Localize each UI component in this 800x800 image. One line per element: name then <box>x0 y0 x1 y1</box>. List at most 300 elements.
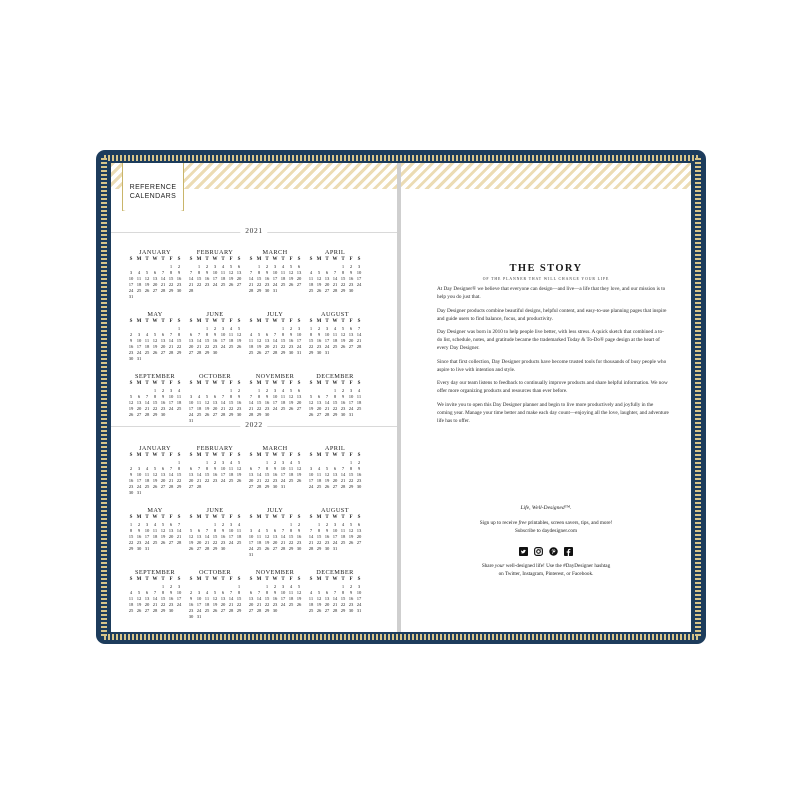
day-cell: 21 <box>160 282 166 287</box>
day-cell: 17 <box>144 534 150 539</box>
day-cell: 4 <box>177 388 181 393</box>
day-cell: 3 <box>281 460 285 465</box>
day-cell: 25 <box>340 540 346 545</box>
day-cell: 15 <box>236 596 242 601</box>
day-cell: 13 <box>236 270 242 275</box>
day-cell: 29 <box>204 350 210 355</box>
day-cell: 30 <box>348 608 354 613</box>
weekday-letter: S <box>237 577 241 582</box>
day-cell <box>227 546 235 552</box>
week-row <box>247 484 303 490</box>
day-cell: 10 <box>176 590 182 595</box>
day-cell: 17 <box>356 596 362 601</box>
facebook-icon[interactable] <box>564 547 573 556</box>
day-cell: 26 <box>152 484 158 489</box>
day-cell: 28 <box>272 350 278 355</box>
day-cell: 13 <box>316 400 322 405</box>
month-name: JULY <box>266 507 284 514</box>
day-cell: 11 <box>280 394 286 399</box>
weekday-letter: T <box>221 453 225 458</box>
day-cell: 15 <box>152 400 158 405</box>
day-cell: 22 <box>256 406 262 411</box>
day-cell: 28 <box>196 484 202 489</box>
day-cell: 26 <box>160 540 166 545</box>
day-cell: 5 <box>189 528 193 533</box>
day-cell: 11 <box>288 590 294 595</box>
day-cell: 4 <box>281 264 285 269</box>
day-cell: 18 <box>136 282 142 287</box>
day-cell: 14 <box>168 472 174 477</box>
day-cell: 29 <box>168 288 174 293</box>
day-cell: 15 <box>204 338 210 343</box>
day-cell: 26 <box>128 412 134 417</box>
day-cell: 20 <box>160 344 166 349</box>
day-cell <box>159 356 167 362</box>
weekday-header <box>187 257 243 263</box>
day-cell: 22 <box>340 282 346 287</box>
weekday-letter: W <box>272 257 278 262</box>
day-cell: 11 <box>308 276 314 281</box>
day-cell: 21 <box>280 540 286 545</box>
day-cell: 24 <box>220 478 226 483</box>
weekday-letter: T <box>161 257 165 262</box>
weekday-letter: F <box>349 577 353 582</box>
day-cell: 16 <box>220 534 226 539</box>
weekday-letter: S <box>309 257 313 262</box>
month-august <box>307 310 363 372</box>
story-paragraph: At Day Designer® we believe that everyone can design—and live—a life that they love, and our mission is to help you do just that. <box>437 286 666 300</box>
weekday-letter: F <box>229 577 233 582</box>
day-cell: 1 <box>153 388 157 393</box>
day-cell: 27 <box>236 282 242 287</box>
day-cell: 20 <box>160 478 166 483</box>
day-cell: 13 <box>248 596 254 601</box>
day-cell: 25 <box>256 546 262 551</box>
week-row <box>127 294 183 300</box>
day-cell <box>219 614 227 620</box>
weekday-letter: T <box>325 381 329 386</box>
day-cell: 19 <box>228 276 234 281</box>
weekday-letter: W <box>152 577 158 582</box>
day-cell: 4 <box>129 590 133 595</box>
day-cell: 30 <box>272 608 278 613</box>
day-cell: 15 <box>316 534 322 539</box>
day-cell: 23 <box>160 406 166 411</box>
day-cell <box>159 490 167 496</box>
day-cell: 23 <box>128 350 134 355</box>
day-cell: 4 <box>145 466 149 471</box>
day-cell: 20 <box>236 276 242 281</box>
day-cell <box>339 350 347 356</box>
day-cell <box>235 288 243 294</box>
day-cell <box>135 294 143 300</box>
day-cell: 16 <box>128 478 134 483</box>
weekday-letter: F <box>349 319 353 324</box>
week-row <box>247 552 303 558</box>
weekday-letter: T <box>281 319 285 324</box>
day-cell: 13 <box>152 276 158 281</box>
day-cell: 18 <box>308 282 314 287</box>
day-cell: 23 <box>348 602 354 607</box>
day-cell: 8 <box>309 332 313 337</box>
day-cell: 8 <box>265 466 269 471</box>
day-cell <box>203 614 211 620</box>
day-cell: 7 <box>333 270 337 275</box>
weekday-letter: W <box>332 577 338 582</box>
day-cell: 13 <box>356 528 362 533</box>
day-cell: 5 <box>229 264 233 269</box>
day-cell: 24 <box>228 540 234 545</box>
day-cell: 15 <box>308 338 314 343</box>
month-january <box>127 444 183 506</box>
weekday-letter: S <box>297 381 301 386</box>
day-cell: 1 <box>161 584 165 589</box>
day-cell: 29 <box>308 350 314 355</box>
weekday-letter: S <box>309 515 313 520</box>
day-cell: 1 <box>349 460 353 465</box>
day-cell: 10 <box>280 590 286 595</box>
day-cell: 17 <box>296 338 302 343</box>
day-cell: 8 <box>177 466 181 471</box>
day-cell: 16 <box>340 400 346 405</box>
weekday-letter: M <box>196 515 202 520</box>
day-cell: 12 <box>316 276 322 281</box>
day-cell: 4 <box>289 584 293 589</box>
weekday-header <box>247 319 303 325</box>
day-cell: 20 <box>188 478 194 483</box>
day-cell: 4 <box>137 270 141 275</box>
month-january <box>127 248 183 310</box>
day-cell: 10 <box>228 528 234 533</box>
day-cell: 29 <box>152 412 158 417</box>
day-cell: 27 <box>188 350 194 355</box>
day-cell: 25 <box>220 282 226 287</box>
month-name: OCTOBER <box>198 569 232 576</box>
day-cell: 23 <box>264 406 270 411</box>
day-cell: 18 <box>228 472 234 477</box>
weekday-letter: T <box>221 381 225 386</box>
day-cell: 19 <box>144 282 150 287</box>
day-cell: 28 <box>340 484 346 489</box>
day-cell: 25 <box>280 282 286 287</box>
day-cell: 5 <box>145 270 149 275</box>
day-cell: 2 <box>205 264 209 269</box>
day-cell: 25 <box>152 540 158 545</box>
story-subtitle: OF THE PLANNER THAT WILL CHANGE YOUR LIFE <box>482 277 610 281</box>
day-cell: 16 <box>204 276 210 281</box>
day-cell: 27 <box>168 540 174 545</box>
day-cell: 28 <box>256 484 262 489</box>
week-row <box>187 350 243 356</box>
month-name: OCTOBER <box>198 373 232 380</box>
day-cell: 21 <box>356 338 362 343</box>
day-cell: 25 <box>204 608 210 613</box>
day-cell: 6 <box>221 590 225 595</box>
day-cell: 5 <box>137 590 141 595</box>
day-cell: 23 <box>188 608 194 613</box>
day-cell: 30 <box>288 350 294 355</box>
weekday-letter: S <box>189 453 193 458</box>
day-cell: 24 <box>356 282 362 287</box>
day-cell: 8 <box>153 394 157 399</box>
day-cell: 5 <box>325 466 329 471</box>
day-cell: 17 <box>272 276 278 281</box>
weekday-letter: T <box>281 257 285 262</box>
day-cell: 21 <box>332 282 338 287</box>
weekday-header <box>247 257 303 263</box>
day-cell: 21 <box>196 344 202 349</box>
day-cell: 14 <box>332 276 338 281</box>
day-cell: 8 <box>289 528 293 533</box>
day-cell: 14 <box>204 534 210 539</box>
day-cell: 23 <box>236 406 242 411</box>
day-cell: 18 <box>256 540 262 545</box>
day-cell: 19 <box>308 406 314 411</box>
day-cell: 21 <box>332 602 338 607</box>
weekday-letter: W <box>272 515 278 520</box>
day-cell: 2 <box>265 264 269 269</box>
instagram-icon[interactable] <box>534 547 543 556</box>
day-cell: 9 <box>265 270 269 275</box>
day-cell: 19 <box>256 344 262 349</box>
day-cell: 1 <box>289 522 293 527</box>
weekday-header <box>127 319 183 325</box>
right-page <box>401 163 691 632</box>
day-cell: 12 <box>316 596 322 601</box>
weekday-letter: T <box>161 319 165 324</box>
day-cell: 22 <box>280 344 286 349</box>
day-cell: 10 <box>220 466 226 471</box>
day-cell <box>279 608 287 614</box>
day-cell: 21 <box>168 344 174 349</box>
day-cell: 14 <box>196 338 202 343</box>
day-cell <box>175 546 183 552</box>
twitter-icon[interactable] <box>519 547 528 556</box>
day-cell: 26 <box>348 540 354 545</box>
day-cell: 28 <box>228 608 234 613</box>
day-cell: 18 <box>356 400 362 405</box>
day-cell: 15 <box>168 276 174 281</box>
weekday-letter: W <box>212 257 218 262</box>
day-cell: 26 <box>296 602 302 607</box>
day-cell: 22 <box>228 406 234 411</box>
day-cell: 9 <box>349 590 353 595</box>
day-cell <box>151 490 159 496</box>
day-cell: 19 <box>296 472 302 477</box>
day-cell: 30 <box>296 546 302 551</box>
cover-trim-right <box>695 158 701 636</box>
day-cell: 24 <box>356 602 362 607</box>
weekday-letter: T <box>205 319 209 324</box>
day-cell: 15 <box>128 534 134 539</box>
day-cell: 13 <box>264 338 270 343</box>
day-cell: 8 <box>161 590 165 595</box>
day-cell: 17 <box>280 596 286 601</box>
day-cell: 29 <box>176 484 182 489</box>
day-cell: 14 <box>188 276 194 281</box>
day-cell: 3 <box>213 264 217 269</box>
day-cell: 23 <box>296 540 302 545</box>
day-cell: 29 <box>332 412 338 417</box>
day-cell: 7 <box>309 528 313 533</box>
day-cell: 19 <box>128 406 134 411</box>
day-cell: 17 <box>128 282 134 287</box>
day-cell: 28 <box>248 288 254 293</box>
weekday-letter: M <box>316 381 322 386</box>
day-cell: 30 <box>212 350 218 355</box>
day-cell: 13 <box>188 338 194 343</box>
day-cell: 5 <box>309 394 313 399</box>
day-cell: 13 <box>160 472 166 477</box>
day-cell: 4 <box>249 332 253 337</box>
month-december <box>307 568 363 630</box>
day-cell: 16 <box>316 338 322 343</box>
day-cell: 21 <box>248 282 254 287</box>
day-cell: 16 <box>176 276 182 281</box>
day-cell: 27 <box>196 546 202 551</box>
day-cell: 14 <box>248 276 254 281</box>
day-cell: 29 <box>160 608 166 613</box>
day-cell: 26 <box>288 406 294 411</box>
day-cell: 16 <box>356 472 362 477</box>
month-july <box>247 310 303 372</box>
day-cell: 30 <box>176 288 182 293</box>
day-cell: 23 <box>356 478 362 483</box>
day-cell: 27 <box>144 608 150 613</box>
day-cell <box>203 288 211 294</box>
day-cell: 28 <box>152 608 158 613</box>
day-cell: 18 <box>220 276 226 281</box>
day-cell: 21 <box>168 478 174 483</box>
weekday-letter: S <box>297 319 301 324</box>
day-cell: 9 <box>273 590 277 595</box>
day-cell: 2 <box>161 388 165 393</box>
weekday-letter: S <box>237 515 241 520</box>
weekday-header <box>247 453 303 459</box>
day-cell: 21 <box>324 406 330 411</box>
day-cell: 22 <box>204 478 210 483</box>
day-cell: 5 <box>289 264 293 269</box>
day-cell: 6 <box>189 466 193 471</box>
day-cell <box>279 288 287 294</box>
day-cell: 5 <box>129 394 133 399</box>
day-cell: 30 <box>160 412 166 417</box>
day-cell: 8 <box>129 528 133 533</box>
weekday-letter: M <box>316 453 322 458</box>
weekday-letter: T <box>341 577 345 582</box>
day-cell: 9 <box>177 270 181 275</box>
day-cell <box>271 552 279 558</box>
day-cell <box>203 484 211 490</box>
day-cell: 22 <box>128 540 134 545</box>
day-cell: 30 <box>264 412 270 417</box>
day-cell: 23 <box>316 344 322 349</box>
day-cell: 28 <box>332 608 338 613</box>
day-cell: 30 <box>348 288 354 293</box>
day-cell: 6 <box>161 466 165 471</box>
day-cell: 16 <box>160 400 166 405</box>
day-cell: 14 <box>152 596 158 601</box>
day-cell: 1 <box>177 460 181 465</box>
day-cell: 24 <box>128 288 134 293</box>
day-cell: 31 <box>272 288 278 293</box>
subscribe-link[interactable]: Subscribe to daydesigner.com <box>514 528 578 534</box>
day-cell: 28 <box>332 288 338 293</box>
day-cell: 7 <box>145 394 149 399</box>
day-cell: 29 <box>228 412 234 417</box>
day-cell: 31 <box>332 546 338 551</box>
day-cell: 13 <box>196 534 202 539</box>
day-cell: 25 <box>144 350 150 355</box>
week-row <box>307 484 363 490</box>
day-cell: 4 <box>221 264 225 269</box>
story-title: THE STORY <box>509 263 583 274</box>
day-cell: 8 <box>197 270 201 275</box>
day-cell: 28 <box>168 484 174 489</box>
day-cell: 4 <box>289 460 293 465</box>
day-cell: 17 <box>248 540 254 545</box>
day-cell: 28 <box>204 546 210 551</box>
day-cell <box>151 294 159 300</box>
weekday-letter: S <box>129 453 133 458</box>
day-cell <box>175 412 183 418</box>
day-cell: 4 <box>205 590 209 595</box>
day-cell: 28 <box>248 412 254 417</box>
day-cell: 19 <box>324 478 330 483</box>
day-cell <box>295 412 303 418</box>
day-cell: 9 <box>213 332 217 337</box>
weekday-letter: S <box>297 577 301 582</box>
day-cell: 18 <box>196 406 202 411</box>
day-cell <box>295 608 303 614</box>
day-cell: 3 <box>273 388 277 393</box>
day-cell: 9 <box>189 596 193 601</box>
day-cell: 8 <box>317 528 321 533</box>
day-cell: 23 <box>264 282 270 287</box>
day-cell: 10 <box>356 270 362 275</box>
day-cell: 7 <box>325 394 329 399</box>
day-cell: 14 <box>168 338 174 343</box>
day-cell: 20 <box>152 282 158 287</box>
day-cell <box>219 484 227 490</box>
day-cell: 21 <box>220 406 226 411</box>
day-cell: 7 <box>249 394 253 399</box>
day-cell: 25 <box>356 406 362 411</box>
day-cell: 21 <box>152 602 158 607</box>
day-cell: 24 <box>280 602 286 607</box>
weekday-letter: M <box>256 381 262 386</box>
weekday-letter: W <box>272 577 278 582</box>
weekday-letter: T <box>281 381 285 386</box>
story-paragraph: Since that first collection, Day Designer products have become trusted tools for thousands of busy people who aspire to live with intention and style. <box>437 358 667 373</box>
day-cell: 28 <box>188 288 194 293</box>
day-cell: 17 <box>176 596 182 601</box>
day-cell: 16 <box>236 400 242 405</box>
day-cell: 2 <box>273 584 277 589</box>
weekday-letter: T <box>281 577 285 582</box>
day-cell: 29 <box>264 484 270 489</box>
day-cell: 10 <box>280 466 286 471</box>
day-cell: 10 <box>168 394 174 399</box>
day-cell: 17 <box>308 478 314 483</box>
pinterest-icon[interactable] <box>549 547 558 556</box>
weekday-letter: M <box>136 515 142 520</box>
weekday-letter: S <box>309 319 313 324</box>
day-cell: 10 <box>272 270 278 275</box>
day-cell <box>159 294 167 300</box>
day-cell: 16 <box>136 534 142 539</box>
day-cell: 17 <box>324 338 330 343</box>
